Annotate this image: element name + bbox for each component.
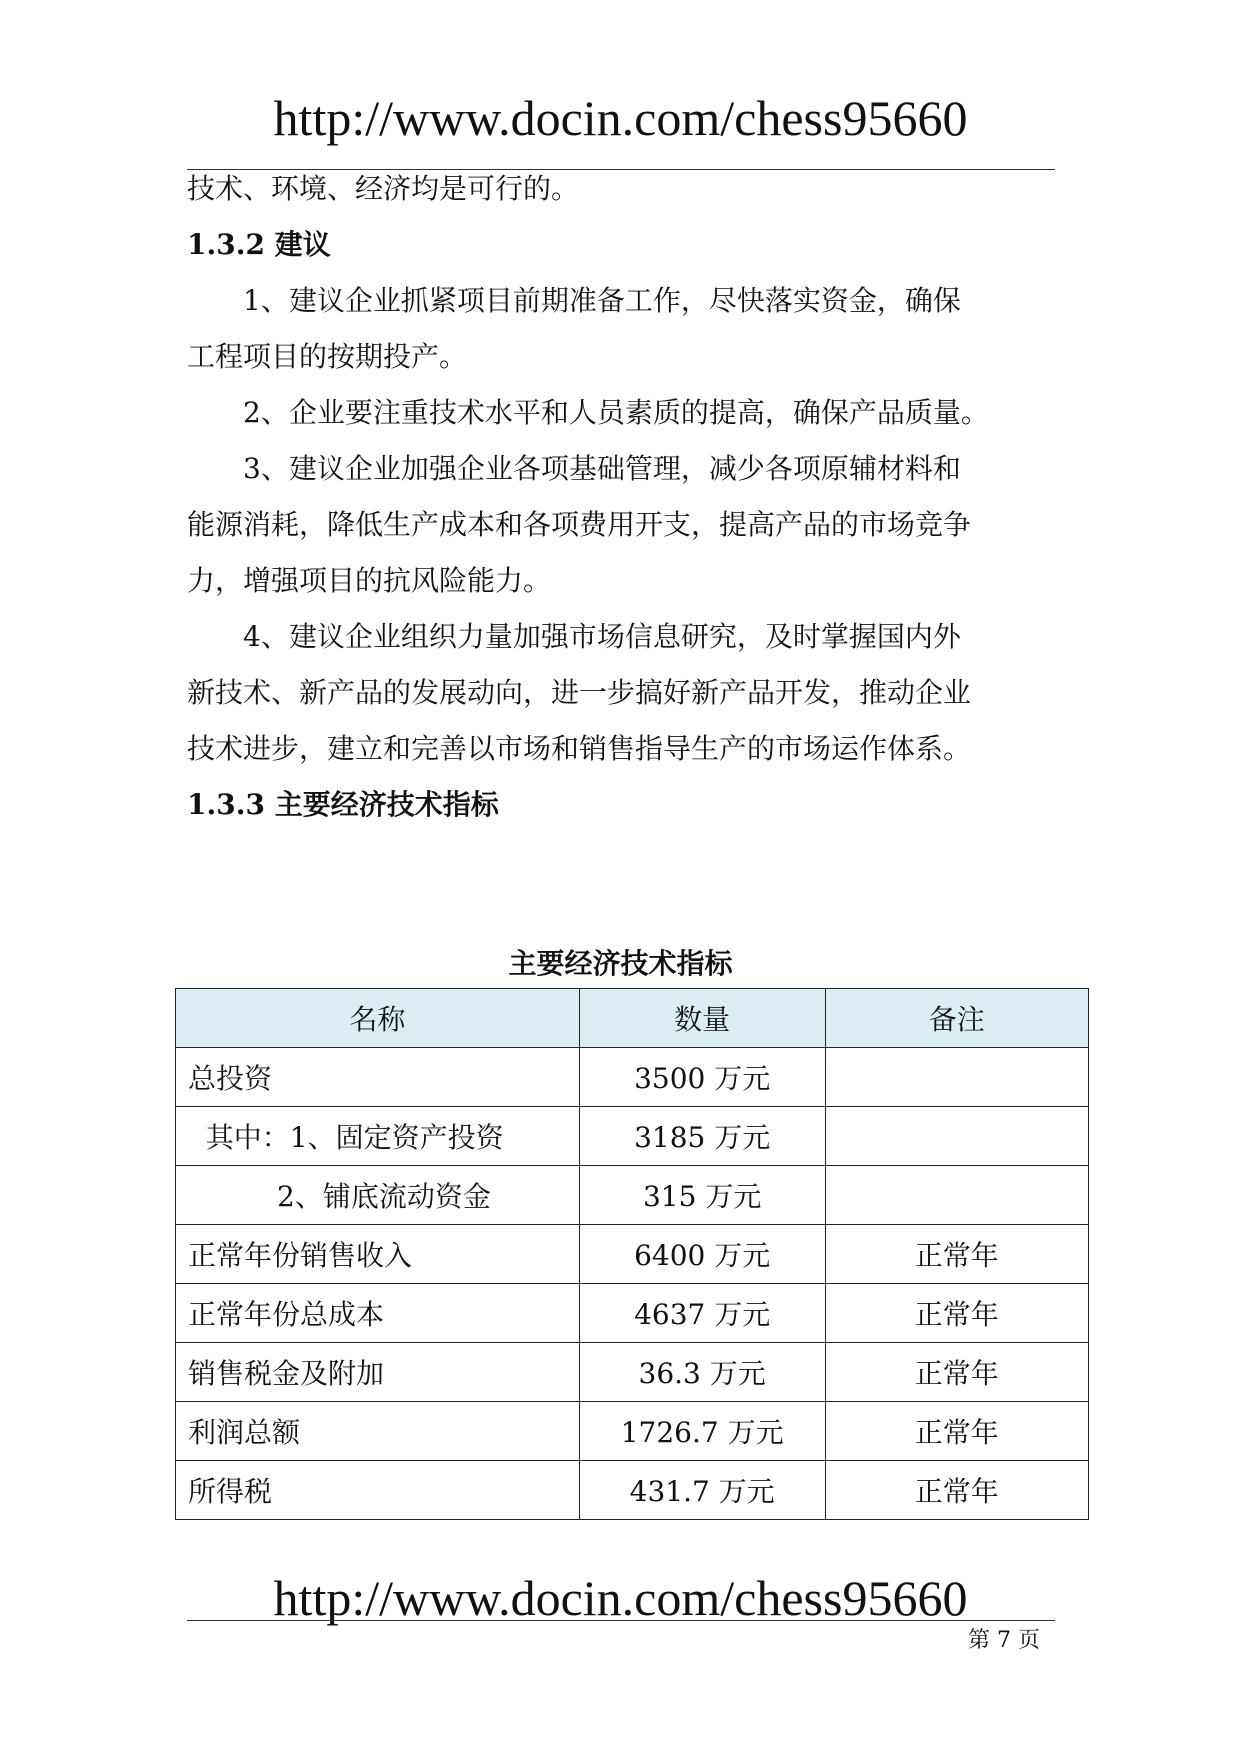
paragraph-line: 2、企业要注重技术水平和人员素质的提高，确保产品质量。 bbox=[243, 396, 989, 429]
table-row bbox=[176, 1166, 1089, 1225]
table-row bbox=[176, 1225, 1089, 1284]
footer-url: http://www.docin.com/chess95660 bbox=[273, 1570, 968, 1626]
table-row bbox=[176, 1343, 1089, 1402]
cell-name: 利润总额 bbox=[176, 1402, 580, 1461]
cell-note: 正常年 bbox=[825, 1225, 1089, 1284]
cell-name: 正常年份总成本 bbox=[176, 1284, 580, 1343]
cell-note: 正常年 bbox=[825, 1343, 1089, 1402]
cell-quantity: 1726.7 万元 bbox=[579, 1402, 825, 1461]
paragraph-line: 工程项目的按期投产。 bbox=[187, 340, 468, 373]
cell-quantity: 315 万元 bbox=[579, 1166, 825, 1225]
cell-quantity: 3500 万元 bbox=[579, 1048, 825, 1107]
cell-note bbox=[825, 1166, 1089, 1225]
paragraph-line: 1、建议企业抓紧项目前期准备工作，尽快落实资金，确保 bbox=[243, 284, 961, 317]
footer-rule bbox=[187, 1620, 1055, 1621]
table-header-row bbox=[176, 989, 1089, 1048]
cell-name: 正常年份销售收入 bbox=[176, 1225, 580, 1284]
paragraph-line: 3、建议企业加强企业各项基础管理，减少各项原辅材料和 bbox=[243, 452, 961, 485]
cell-name: 销售税金及附加 bbox=[176, 1343, 580, 1402]
table-row bbox=[176, 1402, 1089, 1461]
paragraph-line: 技术进步，建立和完善以市场和销售指导生产的市场运作体系。 bbox=[187, 732, 972, 765]
cell-name: 2、铺底流动资金 bbox=[176, 1166, 580, 1225]
cell-name: 所得税 bbox=[176, 1461, 580, 1520]
cell-quantity: 6400 万元 bbox=[579, 1225, 825, 1284]
table-row bbox=[176, 1048, 1089, 1107]
table-title: 主要经济技术指标 bbox=[508, 947, 733, 980]
cell-note: 正常年 bbox=[825, 1461, 1089, 1520]
section-heading-1-3-3: 1.3.3 主要经济技术指标 bbox=[187, 788, 499, 821]
table-row bbox=[176, 1284, 1089, 1343]
cell-note: 正常年 bbox=[825, 1402, 1089, 1461]
economic-indicators-table bbox=[175, 988, 1089, 1520]
header-url: http://www.docin.com/chess95660 bbox=[273, 90, 968, 146]
cell-note: 正常年 bbox=[825, 1284, 1089, 1343]
paragraph-line: 4、建议企业组织力量加强市场信息研究，及时掌握国内外 bbox=[243, 620, 961, 653]
table-row bbox=[176, 1107, 1089, 1166]
column-header-quantity: 数量 bbox=[579, 989, 825, 1048]
section-heading-1-3-2: 1.3.2 建议 bbox=[187, 228, 331, 261]
cell-quantity: 3185 万元 bbox=[579, 1107, 825, 1166]
paragraph-line: 能源消耗，降低生产成本和各项费用开支，提高产品的市场竞争 bbox=[187, 508, 972, 541]
paragraph-line: 力，增强项目的抗风险能力。 bbox=[187, 564, 552, 597]
cell-name: 总投资 bbox=[176, 1048, 580, 1107]
paragraph-line: 技术、环境、经济均是可行的。 bbox=[187, 172, 580, 205]
cell-quantity: 36.3 万元 bbox=[579, 1343, 825, 1402]
cell-note bbox=[825, 1048, 1089, 1107]
cell-quantity: 431.7 万元 bbox=[579, 1461, 825, 1520]
cell-note bbox=[825, 1107, 1089, 1166]
cell-quantity: 4637 万元 bbox=[579, 1284, 825, 1343]
column-header-note: 备注 bbox=[825, 989, 1089, 1048]
table-row bbox=[176, 1461, 1089, 1520]
page-number: 第 7 页 bbox=[968, 1628, 1040, 1653]
cell-name: 其中：1、固定资产投资 bbox=[176, 1107, 580, 1166]
paragraph-line: 新技术、新产品的发展动向，进一步搞好新产品开发，推动企业 bbox=[187, 676, 972, 709]
column-header-name: 名称 bbox=[176, 989, 580, 1048]
